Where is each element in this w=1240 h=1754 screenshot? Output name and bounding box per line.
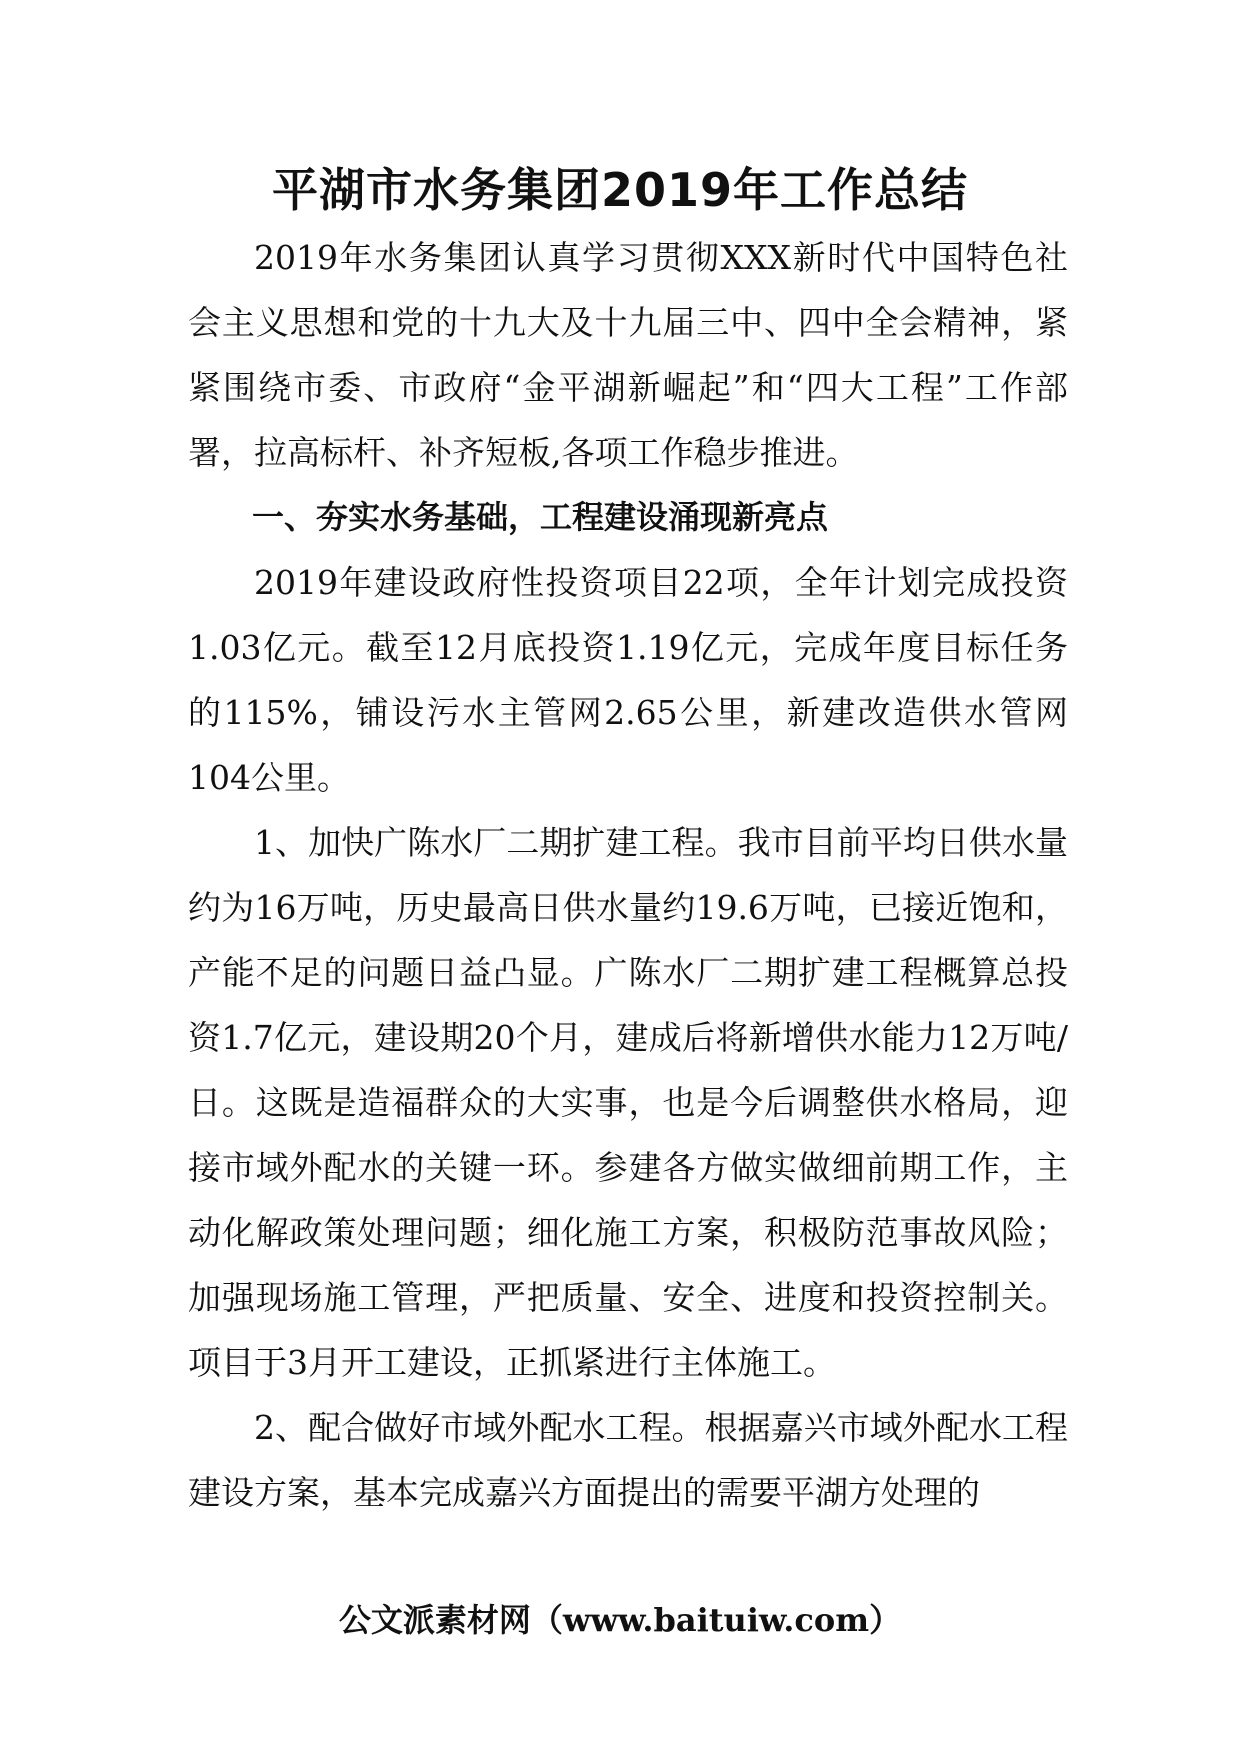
body-paragraph: 1、加快广陈水厂二期扩建工程。我市目前平均日供水量约为16万吨，历史最高日供水量约19.6万吨，已接近饱和，产能不足的问题日益凸显。广陈水厂二期扩建工程概算总投资1.7亿元，建设期20个月，建成后将新增供水能力12万吨/日。这既是造福群众的大实事，也是今后调整供水格局，迎接市域外配水的关键一环。参建各方做实做细前期工作，主动化解政策处理问题；细化施工方案，积极防范事故风险；加强现场施工管理，严把质量、安全、进度和投资控制关。项目于3月开工建设，正抓紧进行主体施工。 xyxy=(188,823,1068,1382)
body-paragraph: 2019年建设政府性投资项目22项，全年计划完成投资1.03亿元。截至12月底投资1.19亿元，完成年度目标任务的115%，铺设污水主管网2.65公里，新建改造供水管网104公里。 xyxy=(188,563,1068,797)
footer-watermark: 公文派素材网（www.baituiw.com） xyxy=(338,1601,902,1639)
intro-paragraph: 2019年水务集团认真学习贯彻XXX新时代中国特色社会主义思想和党的十九大及十九届三中、四中全会精神，紧紧围绕市委、市政府“金平湖新崛起”和“四大工程”工作部署，拉高标杆、补齐短板,各项工作稳步推进。 xyxy=(188,238,1068,472)
document-body xyxy=(188,225,1068,1525)
section-heading: 一、夯实水务基础，工程建设涌现新亮点 xyxy=(252,498,829,536)
body-paragraph: 2、配合做好市域外配水工程。根据嘉兴市域外配水工程建设方案，基本完成嘉兴方面提出的需要平湖方处理的 xyxy=(188,1408,1068,1512)
document-title: 平湖市水务集团2019年工作总结 xyxy=(271,163,969,217)
